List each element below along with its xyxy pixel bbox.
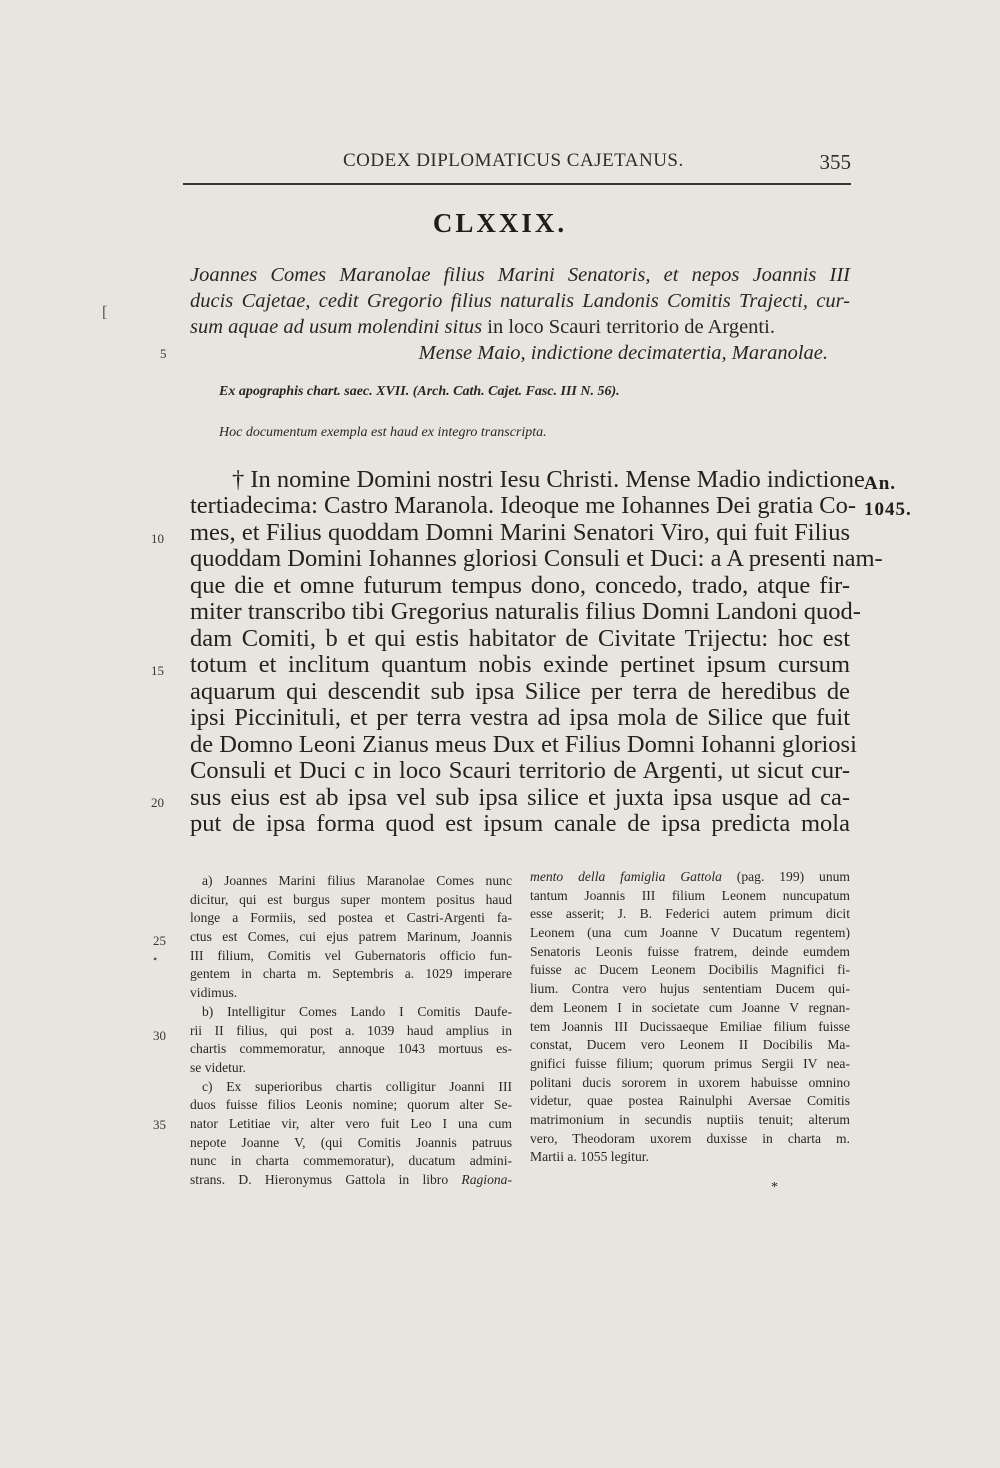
document-summary	[190, 262, 850, 340]
charter-line: † In nomine Domini nostri Iesu Christi. Mense Madio indictione	[232, 466, 865, 493]
summary-line-italic: sum aquae ad usum molendini situs	[190, 316, 483, 338]
footnotes-left	[190, 872, 512, 1190]
running-header	[183, 150, 851, 176]
footnote-line: gnifici fuisse filium; quorum primus Sergii IV nea-	[530, 1055, 850, 1071]
line-number: 5	[160, 346, 167, 361]
footnote-line: videtur, quae postea Rainulphi Aversae Comitis	[530, 1093, 850, 1109]
footnote-line: ctus est Comes, cui ejus patrem Marinum, Joannis	[190, 929, 512, 945]
source-note: Ex apographis chart. saec. XVII. (Arch. Cath. Cajet. Fasc. III N. 56).	[219, 384, 620, 399]
print-speck: •	[153, 952, 158, 966]
transcription-note: Hoc documentum exempla est haud ex integro transcripta.	[219, 425, 547, 440]
margin-year: 1045.	[864, 499, 912, 520]
charter-line: miter transcribo tibi Gregorius naturalis filius Domni Landoni quod-	[190, 598, 861, 625]
charter-line: tertiadecima: Castro Maranola. Ideoque me Iohannes Dei gratia Co-	[190, 492, 857, 519]
footnote-line: se videtur.	[190, 1059, 246, 1075]
footnote-line: c) Ex superioribus chartis colligitur Joanni III	[202, 1078, 512, 1094]
footnote-line: politani ducis sororem in uxorem habuisse omnino	[530, 1074, 850, 1090]
line-number: 30	[153, 1028, 166, 1043]
footnote-line: rii II filius, qui post a. 1039 haud amplius in	[190, 1022, 512, 1038]
running-title: CODEX DIPLOMATICUS CAJETANUS.	[343, 150, 684, 171]
footnotes-right	[530, 868, 850, 1167]
footnote-text: strans. D. Hieronymus Gattola in libro	[190, 1172, 462, 1187]
charter-line: que die et omne futurum tempus dono, concedo, trado, atque fir-	[190, 572, 850, 599]
page-number: 355	[819, 150, 851, 174]
charter-line: put de ipsa forma quod est ipsum canale de ipsa predicta mola	[190, 810, 850, 837]
footnote-italic: mento della famiglia Gattola	[530, 869, 722, 884]
charter-line: quoddam Domini Iohannes gloriosi Consuli et Duci: a A presenti nam-	[190, 545, 883, 572]
footnote-line: lium. Contra vero hujus sententiam Ducem qui-	[530, 981, 850, 997]
line-number: 25	[153, 933, 166, 948]
footnote-line: tantum Joannis III filium Leonem nuncupatum	[530, 887, 850, 903]
charter-line: sus eius est ab ipsa vel sub ipsa silice et juxta ipsa usque ad ca-	[190, 784, 850, 811]
footnote-line: longe a Formiis, sed postea et Castri-Argenti fa-	[190, 910, 512, 926]
footnote-line: constat, Ducem vero Leonem II Docibilis Ma-	[530, 1037, 850, 1053]
summary-line-roman: in loco Scauri territorio de Argenti.	[482, 316, 775, 338]
line-number: 10	[151, 531, 164, 546]
footnote-line: vero, Theodoram uxorem duxisse in charta m.	[530, 1130, 850, 1146]
footnote-line: tem Joannis III Ducissaeque Emiliae filium fuisse	[530, 1018, 850, 1034]
summary-line: ducis Cajetae, cedit Gregorio filius naturalis Landonis Comitis Trajecti, cur-	[190, 290, 850, 312]
footnote-line: esse asserit; J. B. Federici autem primum dicit	[530, 906, 850, 922]
line-number: 20	[151, 795, 164, 810]
charter-line: aquarum qui descendit sub ipsa Silice per terra de heredibus de	[190, 678, 850, 705]
footnote-line: nunc in charta commemoratur), ducatum admini-	[190, 1153, 512, 1169]
charter-line: dam Comiti, b et qui estis habitator de Civitate Trijectu: hoc est	[190, 625, 850, 652]
footnote-italic: Ragiona-	[461, 1172, 512, 1187]
footnote-line: matrimonium in secundis nuptiis tenuit; alterum	[530, 1111, 850, 1127]
footnote-line: gentem in charta m. Septembris a. 1029 imperare	[190, 966, 512, 982]
document-number: CLXXIX.	[432, 208, 568, 238]
charter-line: totum et inclitum quantum nobis exinde pertinet ipsum cursum	[190, 651, 850, 678]
ornament-star: *	[771, 1180, 778, 1195]
charter-line: de Domno Leoni Zianus meus Dux et Filius Domni Iohanni gloriosi	[190, 731, 857, 758]
footnote-line: dem Leonem I in societate cum Joanne V regnan-	[530, 999, 850, 1015]
line-number: 15	[151, 663, 164, 678]
footnote-line: III filium, Comitis vel Gubernatoris officio fun-	[190, 947, 512, 963]
footnote-line: b) Intelligitur Comes Lando I Comitis Daufe-	[202, 1003, 512, 1019]
header-rule	[183, 183, 851, 185]
footnote-line: dicitur, qui est burgus super montem positus haud	[190, 891, 512, 907]
footnote-line: vidimus.	[190, 985, 238, 1001]
footnote-line: fuisse ac Ducem Leonem Docibilis Magnifici fi-	[530, 962, 850, 978]
margin-year-label: An.	[864, 473, 897, 494]
footnote-text: (pag. 199) unum	[721, 869, 850, 884]
footnote-line: duos fuisse filios Leonis nomine; quorum alter Se-	[190, 1097, 512, 1113]
footnote-line: nepote Joanne V, (qui Comitis Joannis patruus	[190, 1134, 512, 1150]
footnote-line: Leonem (una cum Joanne V Ducatum regentem)	[530, 925, 850, 941]
summary-line: Joannes Comes Maranolae filius Marini Senatoris, et nepos Joannis III	[190, 264, 850, 286]
footnote-line	[190, 1171, 512, 1190]
footnote-line: Martii a. 1055 legitur.	[530, 1149, 649, 1165]
footnote-line: Senatoris Leonis fuisse fratrem, deinde eumdem	[530, 943, 850, 959]
charter-line: mes, et Filius quoddam Domni Marini Senatori Viro, qui fuit Filius	[190, 519, 850, 546]
line-number: 35	[153, 1117, 166, 1132]
footnote-line: a) Joannes Marini filius Maranolae Comes nunc	[202, 873, 512, 888]
footnote-line	[530, 868, 850, 887]
charter-line: Consuli et Duci c in loco Scauri territorio de Argenti, ut sicut cur-	[190, 757, 850, 784]
footnote-line: nator Letitiae vir, alter vero fuit Leo I una cum	[190, 1115, 512, 1131]
summary-line	[190, 314, 850, 340]
date-line: Mense Maio, indictione decimatertia, Maranolae.	[418, 342, 828, 364]
print-speck: [	[102, 304, 108, 321]
charter-line: ipsi Piccinituli, et per terra vestra ad ipsa mola de Silice que fuit	[190, 704, 850, 731]
footnote-line: chartis commemoratur, annoque 1043 mortuus es-	[190, 1041, 512, 1057]
